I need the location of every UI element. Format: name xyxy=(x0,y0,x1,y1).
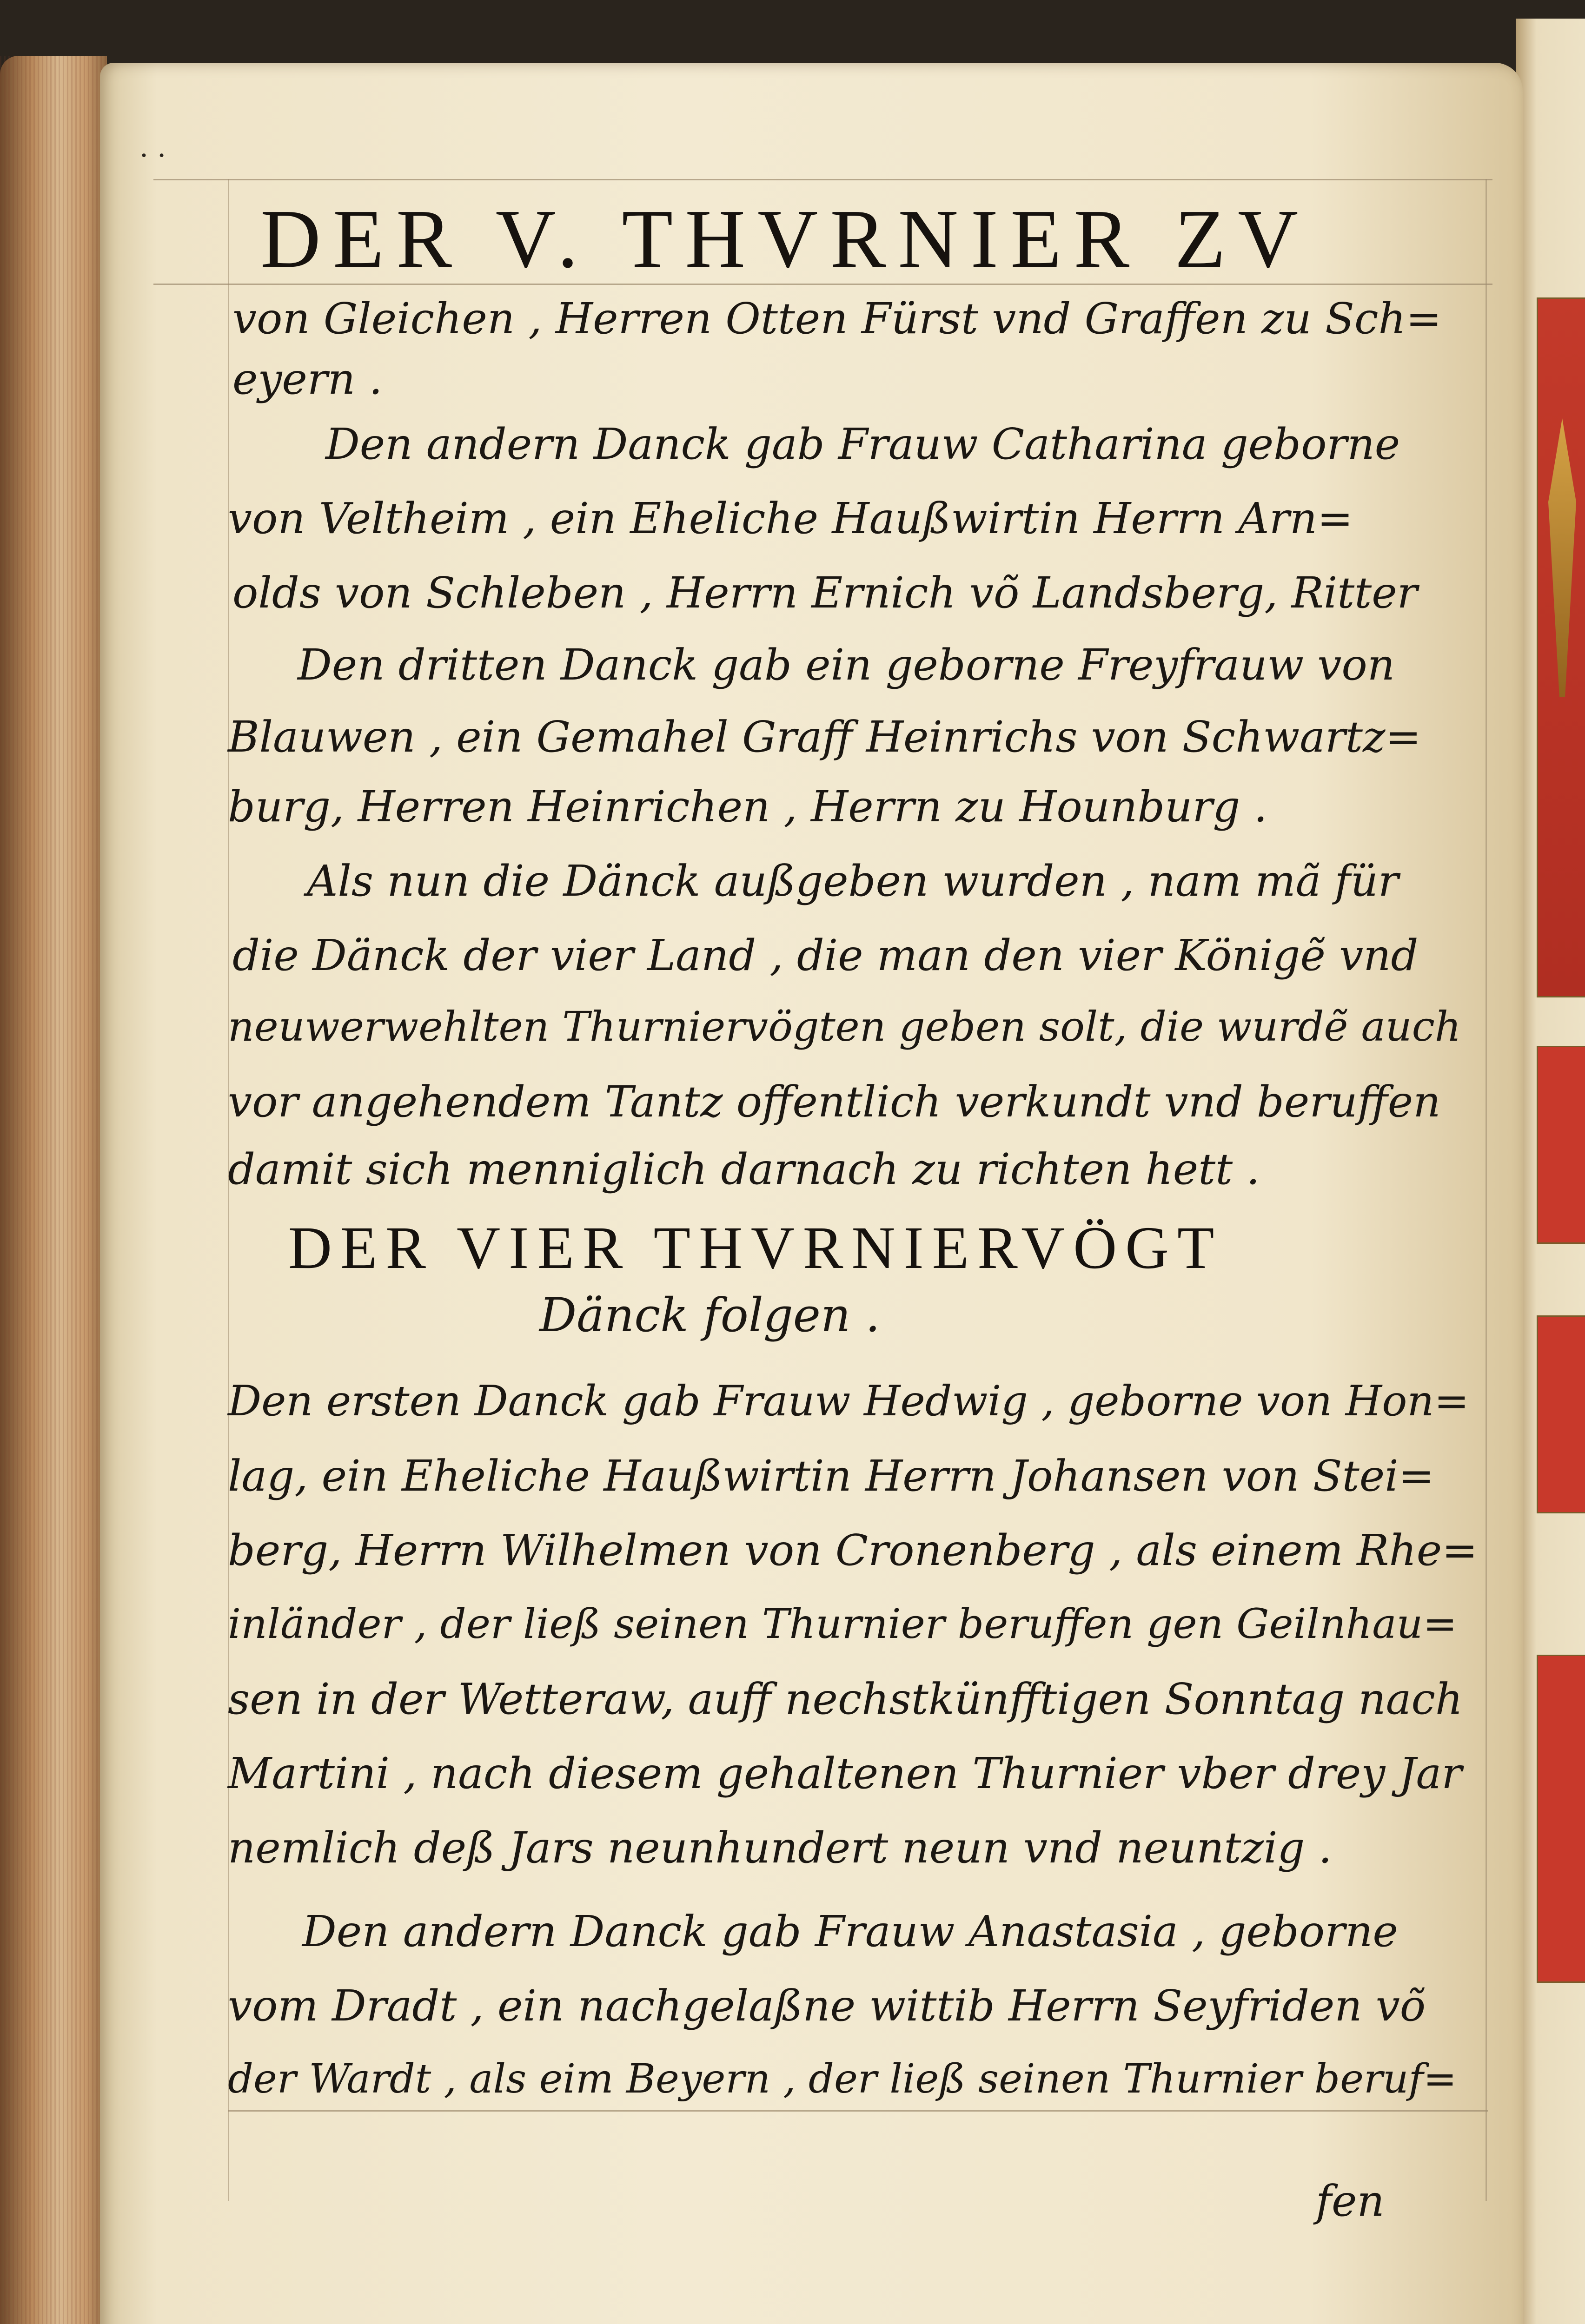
text-line: der Wardt , als eim Beyern , der ließ seinen Thurnier beruf= xyxy=(228,2056,1457,2102)
coat-of-arms-red-4 xyxy=(1537,1655,1585,1983)
text-line: damit sich menniglich darnach zu richten hett . xyxy=(228,1144,1260,1194)
text-line: Als nun die Dänck außgeben wurden , nam mã für xyxy=(307,856,1399,906)
section-subheading: Dänck folgen . xyxy=(539,1288,880,1342)
coat-of-arms-red-3 xyxy=(1537,1315,1585,1513)
text-line: von Veltheim , ein Eheliche Haußwirtin Herrn Arn= xyxy=(228,494,1353,543)
rule-right-margin xyxy=(1486,179,1487,2201)
text-line: Den dritten Danck gab ein geborne Freyfrauw von xyxy=(298,640,1395,690)
page-heading: DER V. THVRNIER ZV xyxy=(260,192,1311,285)
text-line: olds von Schleben , Herrn Ernich võ Landsberg, Ritter xyxy=(232,568,1418,618)
text-line: burg, Herren Heinrichen , Herrn zu Hounburg . xyxy=(228,782,1267,832)
text-line: neuwerwehlten Thurniervögten geben solt, die wurdẽ auch xyxy=(228,1003,1461,1050)
text-line: Den ersten Danck gab Frauw Hedwig , geborne von Hon= xyxy=(228,1377,1469,1426)
coat-of-arms-red-2 xyxy=(1537,1046,1585,1244)
text-line: Blauwen , ein Gemahel Graff Heinrichs von Schwartz= xyxy=(228,712,1421,762)
rule-top xyxy=(153,179,1492,180)
section-heading: DER VIER THVRNIERVÖGT xyxy=(288,1215,1223,1281)
text-line: Den andern Danck gab Frauw Anastasia , geborne xyxy=(302,1907,1398,1956)
text-line: inländer , der ließ seinen Thurnier beruffen gen Geilnhau= xyxy=(228,1600,1458,1648)
text-line: Den andern Danck gab Frauw Catharina geborne xyxy=(325,419,1400,469)
text-line: nemlich deß Jars neunhundert neun vnd neuntzig . xyxy=(228,1823,1332,1873)
text-line: Martini , nach diesem gehaltenen Thurnier vber drey Jar xyxy=(228,1749,1462,1798)
text-line: von Gleichen , Herren Otten Fürst vnd Graffen zu Sch= xyxy=(232,294,1442,343)
text-line: lag, ein Eheliche Haußwirtin Herrn Johansen von Stei= xyxy=(228,1451,1434,1501)
ink-dots: · · xyxy=(139,139,166,172)
catchword: fen xyxy=(1316,2176,1385,2226)
text-line: vor angehendem Tantz offentlich verkundt vnd beruffen xyxy=(228,1077,1441,1127)
text-line: sen in der Wetteraw, auff nechstkünfftigen Sonntag nach xyxy=(228,1674,1463,1724)
rule-bottom xyxy=(228,2110,1488,2112)
text-line: berg, Herrn Wilhelmen von Cronenberg , als einem Rhe= xyxy=(228,1525,1478,1575)
book-edge-left xyxy=(0,56,107,2324)
text-line: eyern . xyxy=(232,354,383,404)
text-line: die Dänck der vier Land , die man den vier Königẽ vnd xyxy=(232,931,1419,980)
text-line: vom Dradt , ein nachgelaßne wittib Herrn Seyfriden võ xyxy=(228,1981,1426,2031)
